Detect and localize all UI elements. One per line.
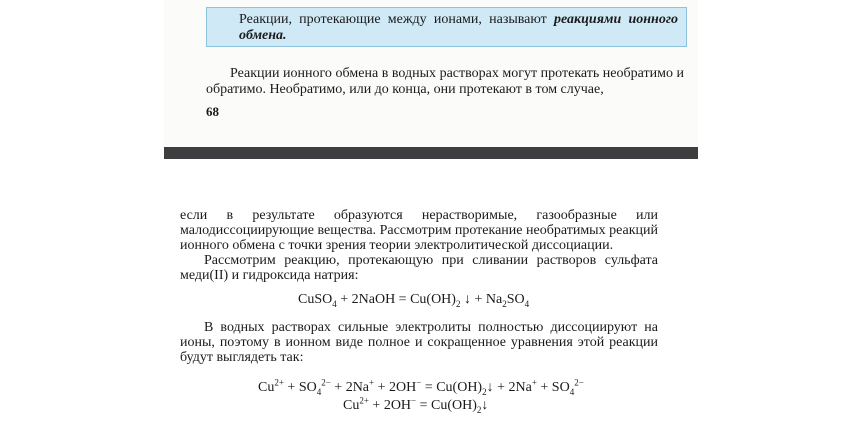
callout-term: реакциями ионного обмена. bbox=[239, 12, 678, 43]
equation-full-ionic bbox=[258, 377, 584, 397]
formula-part: Cu bbox=[258, 380, 275, 395]
formula-subscript: 2 bbox=[476, 404, 482, 415]
formula-part: = Cu(OH) bbox=[416, 398, 477, 413]
paragraph-example-intro bbox=[180, 253, 658, 283]
equation-molecular bbox=[298, 292, 529, 308]
formula-superscript: + bbox=[369, 377, 375, 388]
formula-superscript: − bbox=[416, 377, 422, 388]
page-number: 68 bbox=[206, 104, 219, 119]
formula-part: + 2OH bbox=[374, 380, 417, 395]
page-divider-band bbox=[164, 147, 698, 159]
formula-subscript: 4 bbox=[569, 386, 575, 397]
formula-part: CuSO bbox=[298, 292, 333, 307]
paragraph-text: если в результате образуются нерастворимые, газообразные или малодиссоциирующие вещества. Рассмотрим протекание необратимых реакций ионного обмена с точки зрения теории электролитической диссоциации. bbox=[180, 208, 658, 253]
paragraph-dissociation bbox=[180, 320, 658, 365]
formula-subscript: 2 bbox=[455, 298, 461, 309]
formula-part: SO bbox=[506, 292, 525, 307]
formula-superscript: 2+ bbox=[274, 377, 284, 388]
formula-part: + 2Na bbox=[330, 380, 370, 395]
paragraph-reactions-direction bbox=[206, 66, 684, 98]
paragraph-conditions bbox=[180, 208, 658, 253]
formula-part: + SO bbox=[283, 380, 317, 395]
formula-part: + 2NaOH = Cu(OH) bbox=[340, 292, 456, 307]
formula-subscript: 4 bbox=[332, 298, 337, 309]
formula-part: ↓ + Na bbox=[463, 292, 503, 307]
callout-text: Реакции, протекающие между ионами, называют bbox=[239, 12, 554, 27]
formula-part: Cu bbox=[343, 398, 360, 413]
paragraph-text: Рассмотрим реакцию, протекающую при сливании растворов сульфата меди(II) и гидроксида натрия: bbox=[180, 253, 658, 283]
formula-subscript: 4 bbox=[316, 386, 322, 397]
paragraph-text: В водных растворах сильные электролиты полностью диссоциируют на ионы, поэтому в ионном виде полное и сокращенное уравнения этой реакции будут выглядеть так: bbox=[180, 320, 658, 365]
formula-part: ↓ bbox=[481, 398, 489, 413]
formula-part: + SO bbox=[536, 380, 570, 395]
paragraph-text: Реакции ионного обмена в водных растворах могут протекать необратимо и обратимо. Необратимо, или до конца, они протекают в том случае, bbox=[206, 66, 684, 97]
formula-superscript: 2− bbox=[321, 377, 331, 388]
formula-part: + 2OH bbox=[368, 398, 412, 413]
equation-short-ionic bbox=[343, 395, 489, 415]
formula-superscript: 2− bbox=[574, 377, 584, 388]
formula-superscript: + bbox=[531, 377, 537, 388]
formula-subscript: 2 bbox=[502, 298, 507, 309]
definition-callout bbox=[206, 7, 687, 47]
formula-superscript: 2+ bbox=[359, 395, 369, 406]
formula-superscript: − bbox=[411, 395, 417, 406]
formula-subscript: 4 bbox=[524, 298, 530, 309]
formula-subscript: 2 bbox=[482, 386, 487, 397]
formula-part: = Cu(OH) bbox=[421, 380, 483, 395]
formula-part: ↓ + 2Na bbox=[486, 380, 532, 395]
